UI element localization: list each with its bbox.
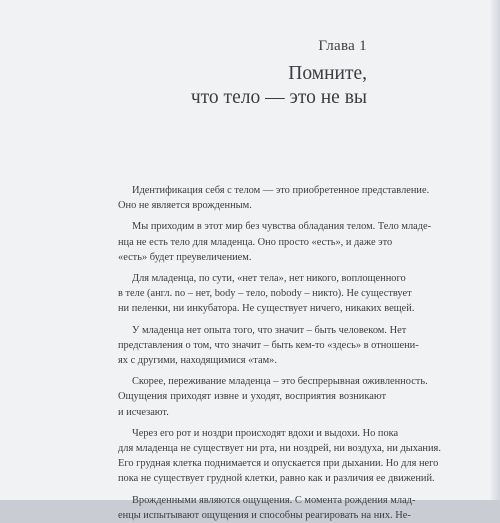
page-edge xyxy=(490,0,500,500)
text-line: в теле (англ. no – нет, body – тело, nobody – никто). Не существует xyxy=(118,288,412,300)
paragraph xyxy=(118,426,441,487)
text-line: енцы испытывают ощущения и способны реагировать на них. Не- xyxy=(118,509,411,521)
chapter-title-line: что тело — это не вы xyxy=(190,87,367,108)
text-line: для младенца не существует ни рта, ни ноздрей, ни воздуха, ни дыхания. xyxy=(118,443,441,455)
text-line: Идентификация себя с телом — это приобретенное представление. xyxy=(132,185,430,196)
text-line: Для младенца, по сути, «нет тела», нет никого, воплощенного xyxy=(132,273,406,285)
text-line: У младенца нет опыта того, что значит – быть человеком. Нет xyxy=(132,324,407,336)
paragraph xyxy=(118,271,415,317)
text-line: ях с другими, находящимися «там». xyxy=(118,355,277,367)
text-line: Врожденными являются ощущения. С момента рождения млад- xyxy=(132,494,416,506)
paragraph xyxy=(118,219,432,265)
chapter-label: Глава 1 xyxy=(318,38,367,54)
text-line: Мы приходим в этот мир без чувства обладания телом. Тело младе- xyxy=(132,221,432,233)
text-line: Его грудная клетка поднимается и опускается при дыхании. Но для него xyxy=(118,458,439,470)
text-line: пока не существует грудной клетки, равно как и различия ее движений. xyxy=(118,473,435,485)
chapter-title-line: Помните, xyxy=(288,63,367,84)
text-line: и исчезают. xyxy=(118,406,169,418)
paragraph xyxy=(118,493,416,523)
paragraph xyxy=(118,183,430,213)
text-line: «есть» будет преувеличением. xyxy=(118,251,252,263)
body-text xyxy=(118,183,441,523)
text-line: Через его рот и ноздри происходят вдохи и выдохи. Но пока xyxy=(132,427,399,439)
text-line: Ощущения приходят извне и уходят, восприятия возникают xyxy=(118,391,386,403)
paragraph xyxy=(118,374,428,420)
text-line: ни пеленки, ни инкубатора. Не существует ничего, никаких вещей. xyxy=(118,303,415,315)
text-line: Оно не является врожденным. xyxy=(118,200,252,212)
text-line: представления о том, что значит – быть кем-то «здесь» в отношени- xyxy=(118,339,419,351)
text-line: нца не есть тело для младенца. Оно просто «есть», и даже это xyxy=(118,236,393,248)
chapter-title xyxy=(191,62,367,110)
text-line: Скорее, переживание младенца – это беспрерывная оживленность. xyxy=(132,376,428,388)
paragraph xyxy=(118,323,419,369)
